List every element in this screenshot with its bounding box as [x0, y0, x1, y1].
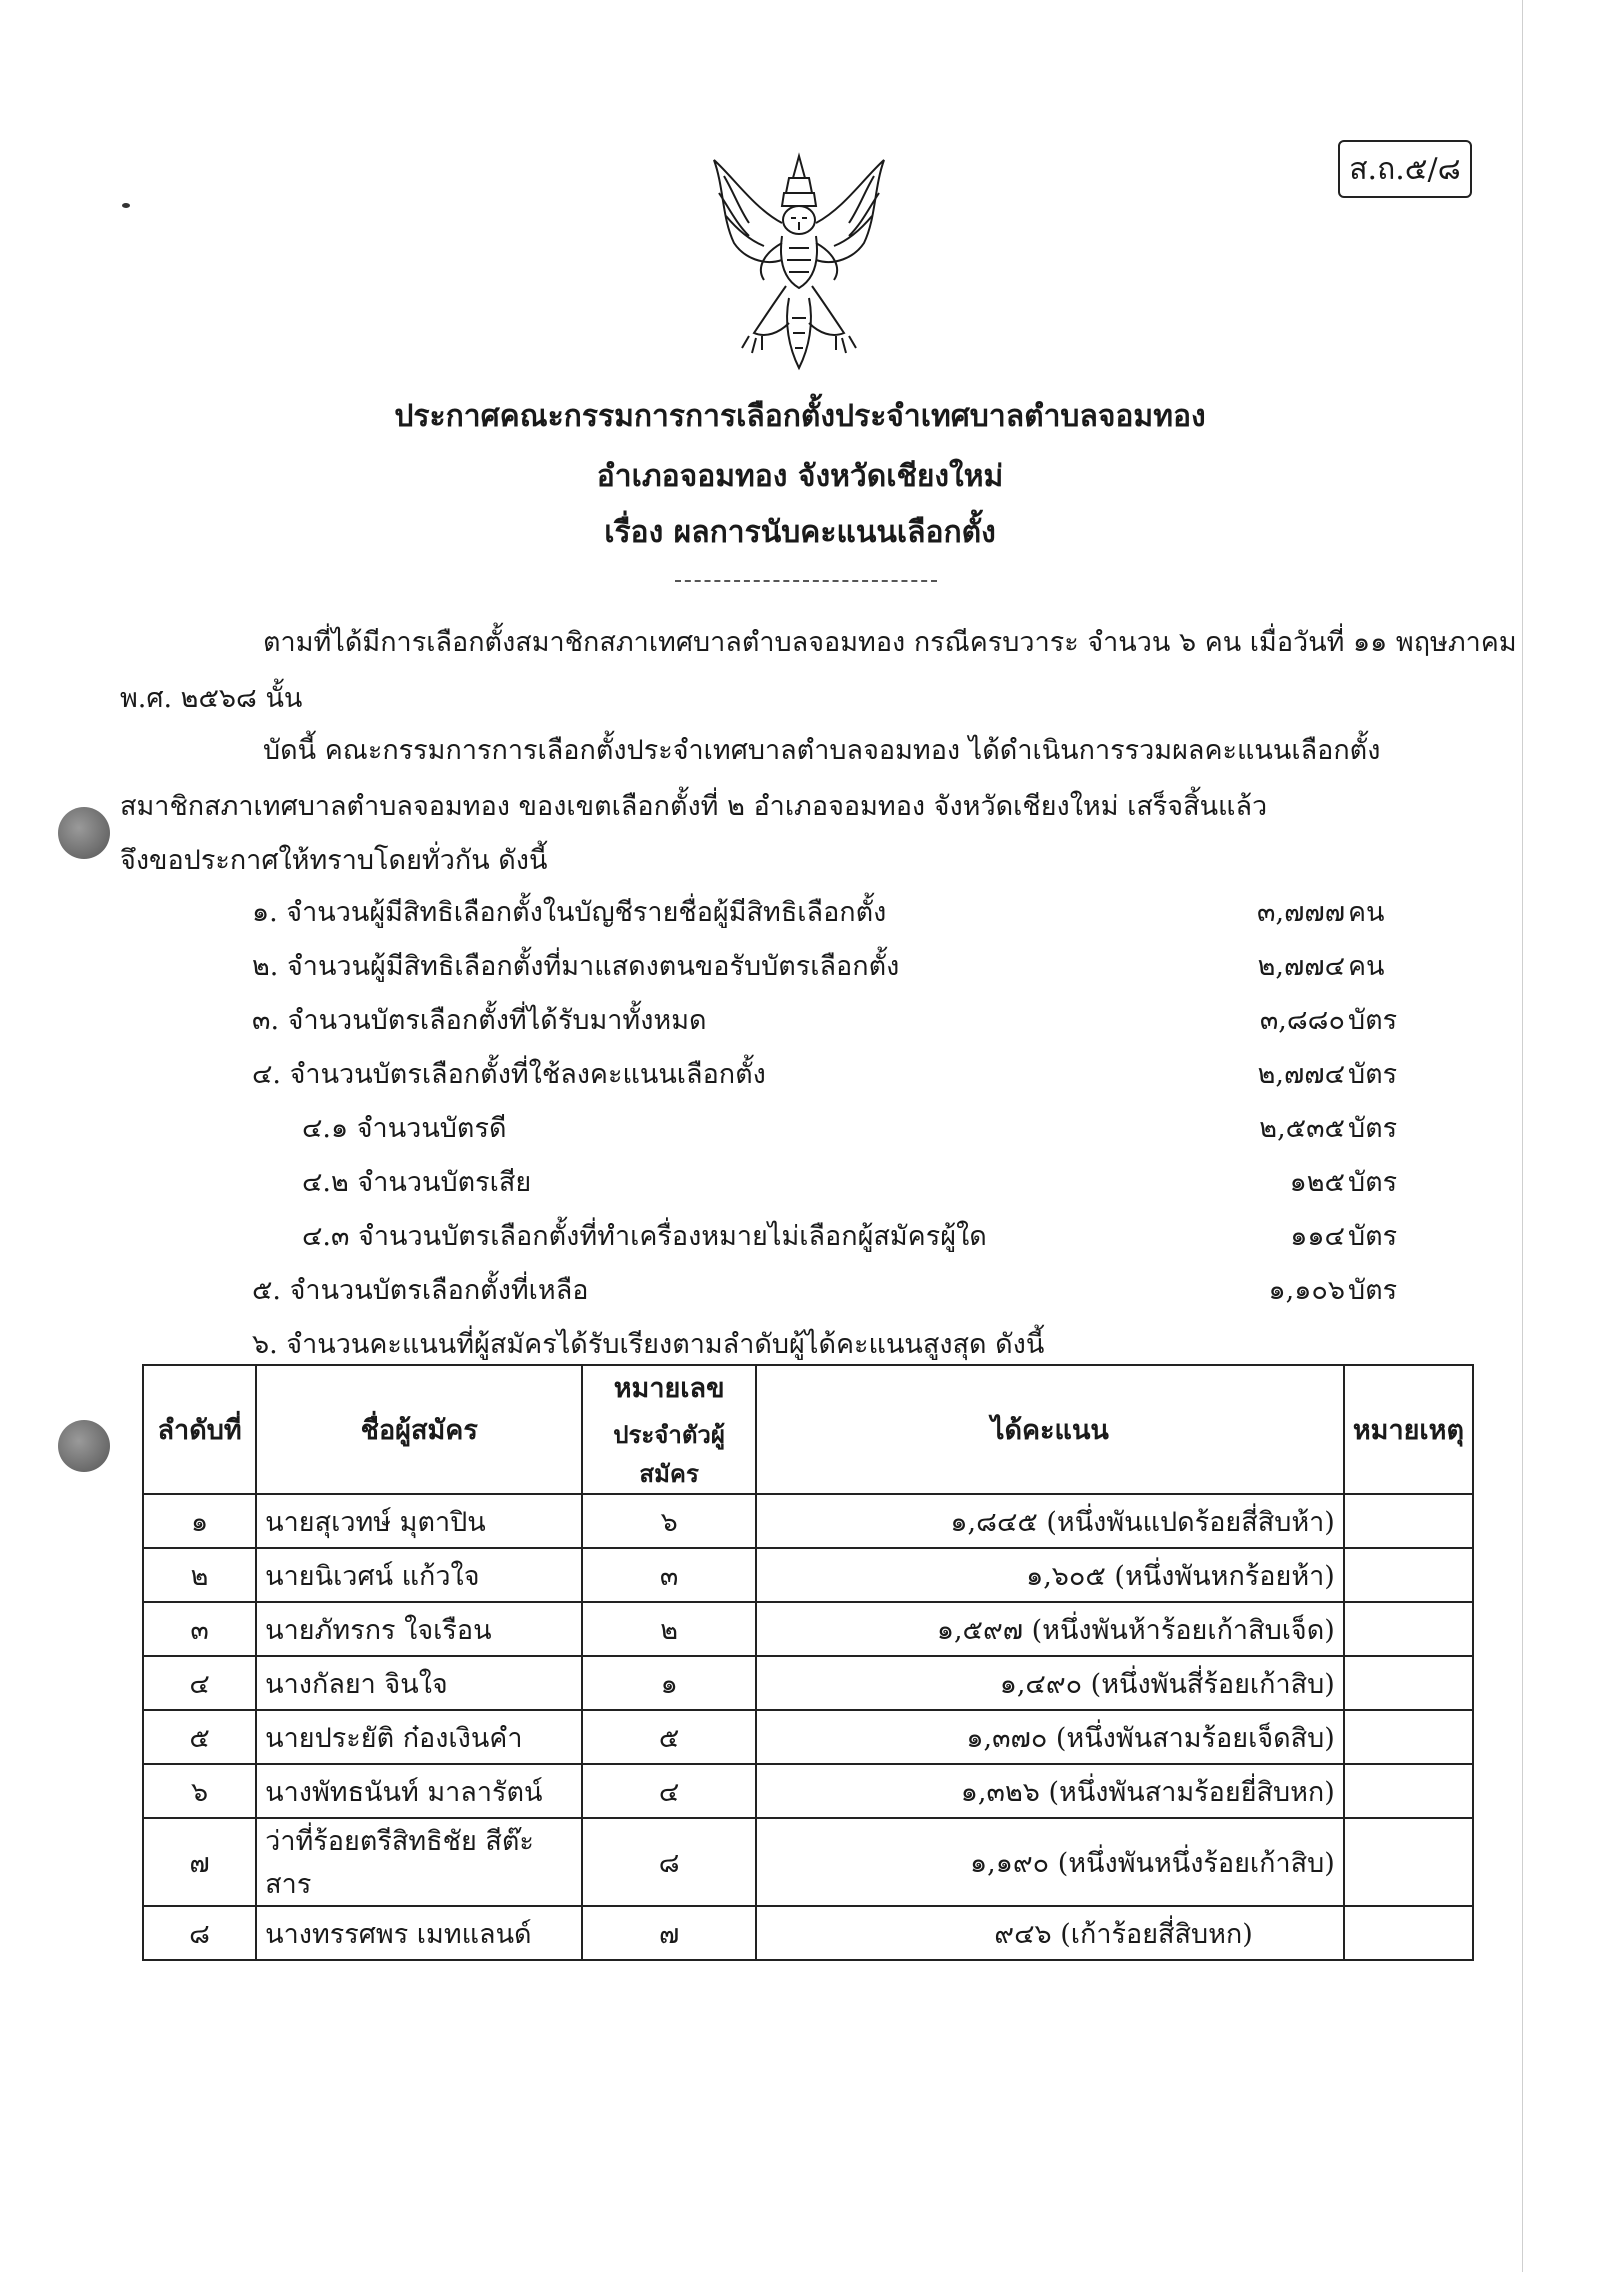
- header-number: [582, 1365, 756, 1494]
- scan-speck: [122, 203, 130, 208]
- divider: [675, 580, 937, 582]
- stat-value: ๑,๑๐๖: [1268, 1275, 1345, 1306]
- stat-row: [0, 1160, 1600, 1204]
- stat-value: ๑๑๔: [1290, 1221, 1345, 1252]
- table-row: [143, 1656, 1473, 1710]
- stat-unit: คน: [1348, 951, 1385, 982]
- stat-label: ๔.๒ จำนวนบัตรเสีย: [302, 1167, 532, 1198]
- stat-unit: คน: [1348, 897, 1385, 928]
- stat-value: ๓,๘๘๐: [1259, 1005, 1345, 1036]
- stat-value: ๒,๗๗๔: [1257, 1059, 1345, 1090]
- header-name: ชื่อผู้สมัคร: [256, 1365, 582, 1494]
- stat-unit: บัตร: [1348, 1113, 1398, 1144]
- cell-note: [1344, 1710, 1473, 1764]
- cell-rank: ๖: [143, 1764, 256, 1818]
- cell-votes: ๑,๘๔๕ (หนึ่งพันแปดร้อยสี่สิบห้า): [756, 1494, 1344, 1548]
- cell-rank: ๕: [143, 1710, 256, 1764]
- stat-label: ๔.๓ จำนวนบัตรเลือกตั้งที่ทำเครื่องหมายไม่เลือกผู้สมัครผู้ใด: [302, 1221, 987, 1252]
- cell-votes: ๑,๖๐๕ (หนึ่งพันหกร้อยห้า): [756, 1548, 1344, 1602]
- cell-votes: ๑,๕๙๗ (หนึ่งพันห้าร้อยเก้าสิบเจ็ด): [756, 1602, 1344, 1656]
- paragraph-1-line-1: ตามที่ได้มีการเลือกตั้งสมาชิกสภาเทศบาลตำบลจอมทอง กรณีครบวาระ จำนวน ๖ คน เมื่อวันที่ ๑๑ พฤษภาคม: [263, 627, 1517, 658]
- cell-votes: ๑,๓๗๐ (หนึ่งพันสามร้อยเจ็ดสิบ): [756, 1710, 1344, 1764]
- cell-votes: ๑,๔๙๐ (หนึ่งพันสี่ร้อยเก้าสิบ): [756, 1656, 1344, 1710]
- stat-unit: บัตร: [1348, 1275, 1398, 1306]
- stat-row: [0, 944, 1600, 988]
- cell-number: ๒: [582, 1602, 756, 1656]
- cell-rank: ๓: [143, 1602, 256, 1656]
- header-votes: ได้คะแนน: [756, 1365, 1344, 1494]
- cell-name: นายประยัติ ก๋องเงินคำ: [256, 1710, 582, 1764]
- stat-value: ๒,๗๗๔: [1257, 951, 1345, 982]
- table-row: [143, 1548, 1473, 1602]
- stat-row: [0, 1106, 1600, 1150]
- cell-name: ว่าที่ร้อยตรีสิทธิชัย สีต๊ะสาร: [256, 1818, 582, 1906]
- stat-unit: บัตร: [1348, 1005, 1398, 1036]
- cell-rank: ๗: [143, 1818, 256, 1906]
- stat-row: [0, 1214, 1600, 1258]
- stat-unit: บัตร: [1348, 1167, 1398, 1198]
- paragraph-2-line-2: สมาชิกสภาเทศบาลตำบลจอมทอง ของเขตเลือกตั้งที่ ๒ อำเภอจอมทอง จังหวัดเชียงใหม่ เสร็จสิ้นแล้ว: [120, 791, 1268, 822]
- cell-note: [1344, 1818, 1473, 1906]
- cell-note: [1344, 1906, 1473, 1960]
- cell-note: [1344, 1764, 1473, 1818]
- table-row: [143, 1764, 1473, 1818]
- stat-label: ๑. จำนวนผู้มีสิทธิเลือกตั้งในบัญชีรายชื่อผู้มีสิทธิเลือกตั้ง: [252, 897, 887, 928]
- garuda-emblem-icon: [694, 148, 904, 373]
- cell-note: [1344, 1494, 1473, 1548]
- cell-rank: ๘: [143, 1906, 256, 1960]
- cell-number: ๗: [582, 1906, 756, 1960]
- results-table: [142, 1364, 1474, 1961]
- form-code-box: ส.ถ.๕/๘: [1338, 140, 1472, 198]
- cell-name: นางพัทธนันท์ มาลารัตน์: [256, 1764, 582, 1818]
- cell-number: ๖: [582, 1494, 756, 1548]
- cell-votes: ๑,๓๒๖ (หนึ่งพันสามร้อยยี่สิบหก): [756, 1764, 1344, 1818]
- cell-note: [1344, 1548, 1473, 1602]
- announcement-district: อำเภอจอมทอง จังหวัดเชียงใหม่: [596, 459, 1004, 494]
- stat-label: ๔. จำนวนบัตรเลือกตั้งที่ใช้ลงคะแนนเลือกตั้ง: [252, 1059, 766, 1090]
- paragraph-1-line-2: พ.ศ. ๒๕๖๘ นั้น: [120, 683, 303, 714]
- paragraph-2-line-1: บัดนี้ คณะกรรมการการเลือกตั้งประจำเทศบาลตำบลจอมทอง ได้ดำเนินการรวมผลคะแนนเลือกตั้ง: [263, 735, 1381, 766]
- cell-note: [1344, 1602, 1473, 1656]
- cell-note: [1344, 1656, 1473, 1710]
- cell-name: นางกัลยา จินใจ: [256, 1656, 582, 1710]
- cell-name: นายนิเวศน์ แก้วใจ: [256, 1548, 582, 1602]
- stat-row: [0, 890, 1600, 934]
- punch-hole: [58, 1420, 110, 1472]
- cell-number: ๓: [582, 1548, 756, 1602]
- stat-value: ๒,๕๓๕: [1259, 1113, 1345, 1144]
- results-intro: ๖. จำนวนคะแนนที่ผู้สมัครได้รับเรียงตามลำดับผู้ได้คะแนนสูงสุด ดังนี้: [252, 1329, 1045, 1360]
- cell-rank: ๑: [143, 1494, 256, 1548]
- header-rank: ลำดับที่: [143, 1365, 256, 1494]
- paragraph-2-line-3: จึงขอประกาศให้ทราบโดยทั่วกัน ดังนี้: [120, 845, 548, 876]
- cell-number: ๘: [582, 1818, 756, 1906]
- cell-number: ๑: [582, 1656, 756, 1710]
- announcement-subject: เรื่อง ผลการนับคะแนนเลือกตั้ง: [604, 515, 996, 550]
- table-header-row: [143, 1365, 1473, 1494]
- stat-value: ๑๒๕: [1289, 1167, 1345, 1198]
- cell-number: ๕: [582, 1710, 756, 1764]
- stat-label: ๔.๑ จำนวนบัตรดี: [302, 1113, 507, 1144]
- stat-row: [0, 1268, 1600, 1312]
- header-note: หมายเหตุ: [1344, 1365, 1473, 1494]
- header-number-line1: หมายเลข: [613, 1373, 725, 1404]
- cell-number: ๔: [582, 1764, 756, 1818]
- table-row: [143, 1818, 1473, 1906]
- table-row: [143, 1906, 1473, 1960]
- stat-unit: บัตร: [1348, 1221, 1398, 1252]
- stat-label: ๓. จำนวนบัตรเลือกตั้งที่ได้รับมาทั้งหมด: [252, 1005, 707, 1036]
- stat-value: ๓,๗๗๗: [1257, 897, 1345, 928]
- header-number-line2: ประจำตัวผู้สมัคร: [613, 1420, 725, 1488]
- cell-name: นายสุเวทษ์ มุตาปิน: [256, 1494, 582, 1548]
- stat-row: [0, 1052, 1600, 1096]
- cell-name: นายภัทรกร ใจเรือน: [256, 1602, 582, 1656]
- cell-rank: ๔: [143, 1656, 256, 1710]
- cell-votes: ๙๔๖ (เก้าร้อยสี่สิบหก): [756, 1906, 1344, 1960]
- stat-label: ๕. จำนวนบัตรเลือกตั้งที่เหลือ: [252, 1275, 589, 1306]
- stat-label: ๒. จำนวนผู้มีสิทธิเลือกตั้งที่มาแสดงตนขอรับบัตรเลือกตั้ง: [252, 951, 900, 982]
- cell-name: นางทรรศพร เมทแลนด์: [256, 1906, 582, 1960]
- table-row: [143, 1602, 1473, 1656]
- stat-row: [0, 998, 1600, 1042]
- table-row: [143, 1710, 1473, 1764]
- table-row: [143, 1494, 1473, 1548]
- stat-unit: บัตร: [1348, 1059, 1398, 1090]
- cell-votes: ๑,๑๙๐ (หนึ่งพันหนึ่งร้อยเก้าสิบ): [756, 1818, 1344, 1906]
- cell-rank: ๒: [143, 1548, 256, 1602]
- punch-hole: [58, 807, 110, 859]
- announcement-title: ประกาศคณะกรรมการการเลือกตั้งประจำเทศบาลตำบลจอมทอง: [394, 399, 1206, 434]
